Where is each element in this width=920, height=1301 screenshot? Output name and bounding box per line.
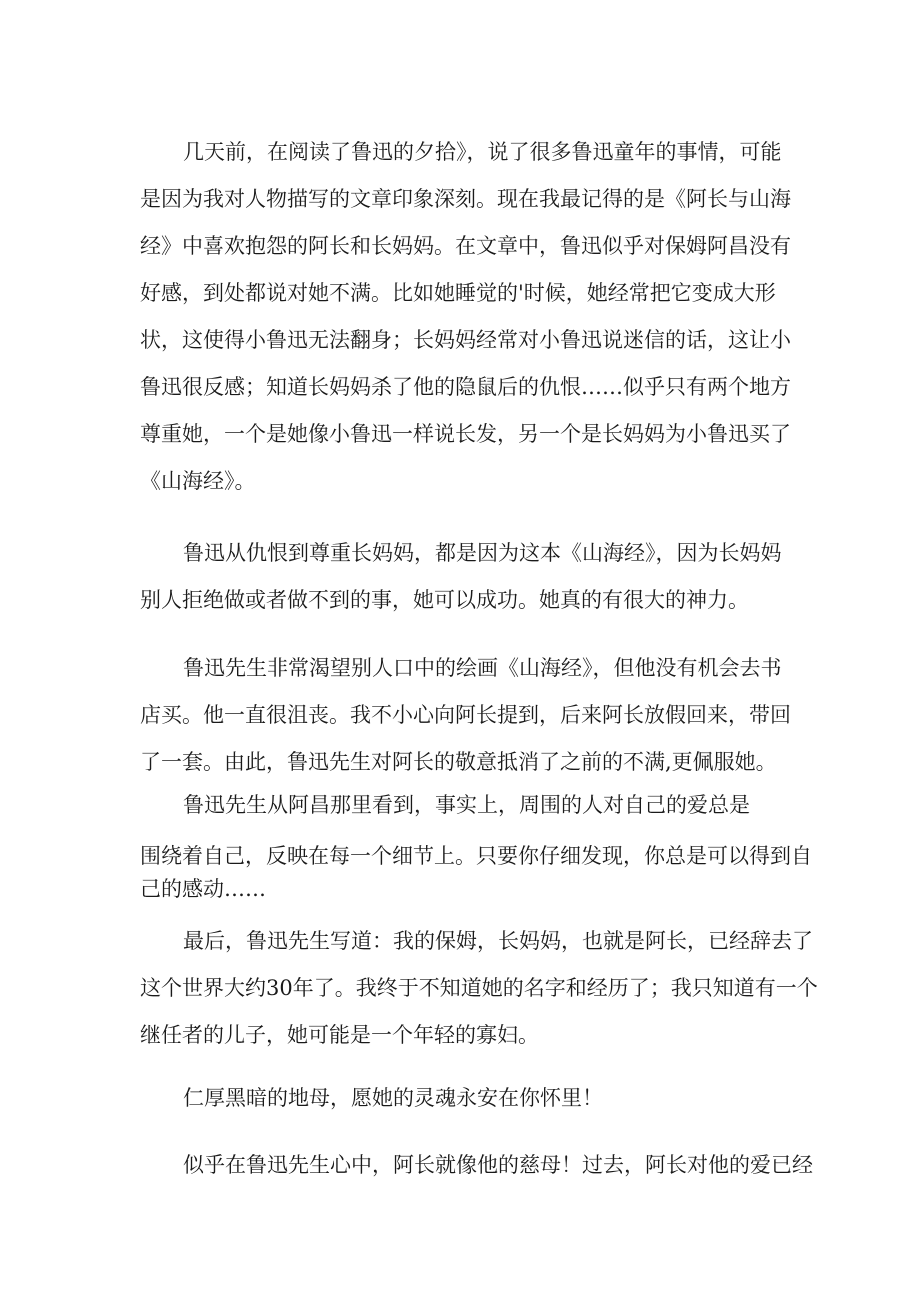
paragraph-line: 状，这使得小鲁迅无法翻身；长妈妈经常对小鲁迅说迷信的话，这让小 xyxy=(140,328,791,352)
paragraph-line: 这个世界大约30年了。我终于不知道她的名字和经历了；我只知道有一个 xyxy=(140,976,818,1000)
paragraph-line: 鲁迅很反感；知道长妈妈杀了他的隐鼠后的仇恨……似乎只有两个地方 xyxy=(140,375,791,399)
paragraph-line: 几天前，在阅读了鲁迅的夕拾》，说了很多鲁迅童年的事情，可能 xyxy=(183,140,782,164)
paragraph-line: 似乎在鲁迅先生心中，阿长就像他的慈母！过去，阿长对他的爱已经 xyxy=(183,1153,813,1177)
paragraph-line: 别人拒绝做或者做不到的事，她可以成功。她真的有很大的神力。 xyxy=(140,588,749,612)
paragraph-line: 了一套。由此，鲁迅先生对阿长的敬意抵消了之前的不满,更佩服她。 xyxy=(140,750,777,774)
paragraph-line: 好感，到处都说对她不满。比如她睡觉的'时候，她经常把它变成大形 xyxy=(140,281,776,305)
paragraph-line: 继任者的儿子，她可能是一个年轻的寡妇。 xyxy=(140,1023,539,1047)
paragraph-line: 鲁迅先生从阿昌那里看到，事实上，周围的人对自己的爱总是 xyxy=(183,793,750,817)
paragraph-line: 最后，鲁迅先生写道：我的保姆，长妈妈，也就是阿长，已经辞去了 xyxy=(183,929,813,953)
paragraph-line: 是因为我对人物描写的文章印象深刻。现在我最记得的是《阿长与山海 xyxy=(140,187,791,211)
paragraph-line: 己的感动…… xyxy=(140,877,266,901)
paragraph-line: 仁厚黑暗的地母，愿她的灵魂永安在你怀里！ xyxy=(183,1086,603,1110)
paragraph-line: 鲁迅先生非常渴望别人口中的绘画《山海经》，但他没有机会去书 xyxy=(183,656,782,680)
paragraph-line: 店买。他一直很沮丧。我不小心向阿长提到，后来阿长放假回来，带回 xyxy=(140,703,791,727)
paragraph-line: 《山海经》。 xyxy=(140,469,256,493)
paragraph-line: 经》中喜欢抱怨的阿长和长妈妈。在文章中，鲁迅似乎对保姆阿昌没有 xyxy=(140,234,791,258)
paragraph-line: 尊重她，一个是她像小鲁迅一样说长发，另一个是长妈妈为小鲁迅买了 xyxy=(140,422,791,446)
paragraph-line: 围绕着自己，反映在每一个细节上。只要你仔细发现，你总是可以得到自 xyxy=(140,844,812,868)
paragraph-line: 鲁迅从仇恨到尊重长妈妈，都是因为这本《山海经》，因为长妈妈 xyxy=(183,541,782,565)
